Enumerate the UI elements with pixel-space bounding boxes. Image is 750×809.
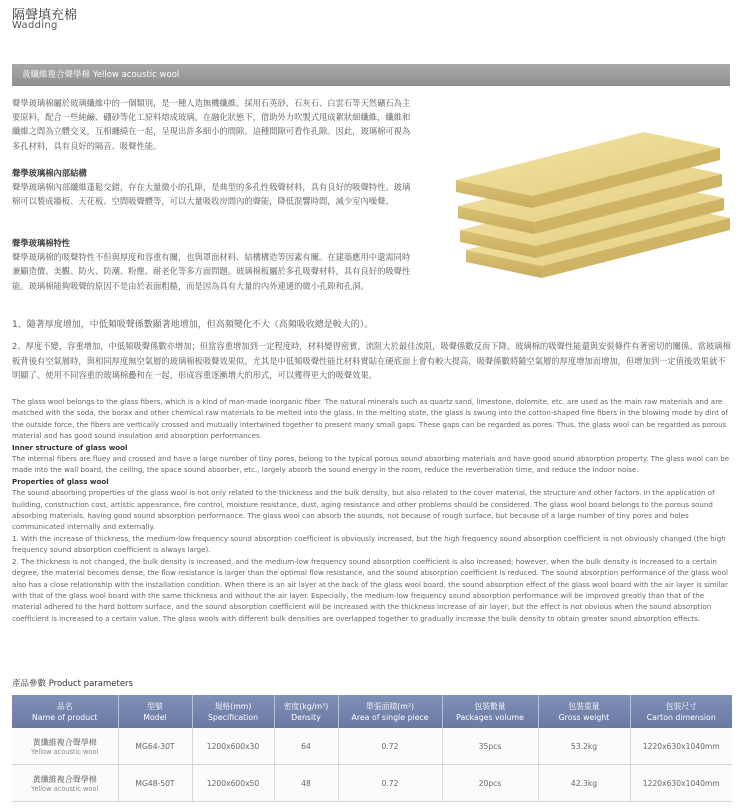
cell-model: MG64-30T bbox=[118, 728, 192, 765]
en-point-2: 2. The thickness is not changed, the bulk density is increased, and the medium-low frequency sound absorption coefficient is also increased; however, when the bulk density is increased to a certain degree, the material becomes dense, the flow resistance is larger than the optimal flow resistance, and the sound absorption coefficient is reduced. The sound absorption performance of the glass wool also has a close relationship with the installation condition. When there is an air layer at the back of the glass wool board, the sound absorption effect of the glass wool board with the air layer is similar with that of the glass wool board with the same thickness and without the air layer. Especially, the medium-low frequency sound absorption performance will be improved greatly than that of the material adhered to the hard bottom surface, and the sound absorption coefficient will be increased with the thickness increase of air layer, but the effect is not obvious when the sound absorption coefficient is increased to a certain value. The glass wools with different bulk densities are overlapped together to gradually increase the bulk density to obtain greater sound absorption effects. bbox=[12, 556, 728, 623]
header-weight: 包裝重量 Gross weight bbox=[538, 695, 630, 728]
cell-spec: 1200x600x50 bbox=[192, 765, 274, 802]
en-description bbox=[12, 396, 732, 624]
cell-weight: 42.3kg bbox=[538, 765, 630, 802]
page-title: 隔聲填充棉 bbox=[12, 8, 78, 23]
zh-structure-heading: 聲學玻璃棉內部結構 bbox=[12, 168, 87, 178]
header-specification: 規格(mm) Specification bbox=[192, 695, 274, 728]
zh-properties-section bbox=[12, 236, 417, 293]
en-point-1: 1. With the increase of thickness, the medium-low frequency sound absorption coefficient is obviously increased, but the high frequency sound absorption coefficient is not obviously changed (the high frequency sound absorption coefficient is always large). bbox=[12, 533, 726, 555]
header-area: 單張面積(m²) Area of single piece bbox=[338, 695, 442, 728]
product-parameters-table bbox=[12, 695, 732, 802]
cell-spec: 1200x600x30 bbox=[192, 728, 274, 765]
cell-carton: 1220x630x1040mm bbox=[630, 728, 732, 765]
cell-model: MG48-50T bbox=[118, 765, 192, 802]
cell-area: 0.72 bbox=[338, 728, 442, 765]
header-carton: 包裝尺寸 Carton dimension bbox=[630, 695, 732, 728]
zh-structure-section bbox=[12, 166, 417, 209]
table-row bbox=[12, 728, 732, 765]
cell-qty: 35pcs bbox=[442, 728, 538, 765]
en-properties-heading: Properties of glass wool bbox=[12, 476, 109, 486]
header-model: 型號 Model bbox=[118, 695, 192, 728]
params-title: 產品參數 Product parameters bbox=[12, 679, 133, 689]
en-properties-paragraph: The sound absorbing properties of the glass wool is not only related to the thickness and the bulk density, but also related to the cover material, the structure and other factors. In the application of building, construction cost, artistic appearance, fire control, moisture resistance, dust, aging resistance and other problems should be considered. The glass wool board belongs to the porous sound absorbing materials, having good sound absorption performance. The glass wool can absorb the sounds, not because of rough surface, but because of a large number of tiny pores and holes communicated internally and externally. bbox=[12, 488, 715, 532]
zh-intro-paragraph: 聲學玻璃棉屬於玻璃纖維中的一個類別，是一種人造無機纖維。採用石英砂、石灰石、白雲石等天然礦石為主要原料，配合一些純鹼、硼砂等化工原料熔成玻璃。在融化狀態下，借助外力吹製式甩成絮狀細纖維，纖維和纖維之間為立體交叉，互相纏繞在一起，呈現出許多細小的間隙。這種間隙可看作孔隙。因此，玻璃棉可視為多孔材料，具有良好的隔音、吸聲性能。 bbox=[12, 98, 411, 151]
zh-structure-paragraph: 聲學玻璃棉內部纖維蓬鬆交錯，存在大量微小的孔隙，是典型的多孔性吸聲材料，具有良好的吸聲特性。玻璃棉可以製成牆板、天花板、空間吸聲體等，可以大量吸收房間內的聲能，降低混響時間，減少室內噪聲。 bbox=[12, 182, 411, 207]
cell-qty: 20pcs bbox=[442, 765, 538, 802]
zh-intro-section bbox=[12, 96, 417, 153]
cell-density: 64 bbox=[274, 728, 338, 765]
cell-name: 黃纖維複合聲學棉 Yellow acoustic wool bbox=[12, 765, 118, 802]
section-header-bar: 黃纖維複合聲學棉 Yellow acoustic wool bbox=[12, 64, 730, 86]
header-name: 品名 Name of product bbox=[12, 695, 118, 728]
header-density: 密度(kg/m³) Density bbox=[274, 695, 338, 728]
cell-name: 黃纖維複合聲學棉 Yellow acoustic wool bbox=[12, 728, 118, 765]
header-packages: 包裝數量 Packages volume bbox=[442, 695, 538, 728]
en-intro-paragraph: The glass wool belongs to the glass fibers, which is a kind of man-made inorganic fiber. The natural minerals such as quartz sand, limestone, dolomite, etc. are used as the main raw materials and are matched with the soda, the borax and other chemical raw materials to be melted into the glass. In the melting state, the glass is swung into the cotton-shaped fine fibers in the blowing mode by dint of the outside force, the fibers are vertically crossed and mutually intertwined together to present many small gaps. These gaps can be regarded as pores. Thus, the glass wool can be regarded as porous material and has good sound insulation and absorption performances. bbox=[12, 397, 728, 441]
cell-area: 0.72 bbox=[338, 765, 442, 802]
zh-point-2: 2、厚度不變，容重增加，中低頻吸聲係數亦增加；但當容重增加到一定程度時，材料變得密實，流阻大於最佳流阻，吸聲係數反而下降。玻璃棉的吸聲性能還與安裝條件有著密切的關係。當玻璃棉板背後有空氣層時，與相同厚度無空氣層的玻璃棉板吸聲效果似。尤其是中低頻吸聲性能比材料實貼在硬底面上會有較大提高，吸聲係數將隨空氣層的厚度增加而增加，但增加到一定值後效果就不明顯了。使用不同容重的玻璃棉疊和在一起，形成容重逐漸增大的形式，可以獲得更大的吸聲效果。 bbox=[12, 341, 731, 380]
zh-properties-paragraph: 聲學玻璃棉的吸聲特性不但與厚度和容重有關，也與罩面材料、結構構造等因素有關。在建築應用中還需同時兼顧造價、美觀、防火、防潮、粉塵、耐老化等多方面問題。玻璃棉板屬於多孔吸聲材料，具有良好的吸聲性能。玻璃棉能夠吸聲的原因不是由於表面粗糙，而是因為具有大量的內外連通的微小孔隙和孔洞。 bbox=[12, 252, 411, 291]
table-header-row bbox=[12, 695, 732, 728]
glass-wool-boards-photo bbox=[456, 128, 730, 294]
table-row bbox=[12, 765, 732, 802]
cell-carton: 1220x630x1040mm bbox=[630, 765, 732, 802]
en-structure-paragraph: The internal fibers are fluey and crossed and have a large number of tiny pores, belong to the typical porous sound absorbing materials and have good sound absorption property. The glass wool can be made into the wall board, the ceiling, the space sound absorber, etc., largely absorb the sound energy in the room, reduce the reverberation time, and reduce the indoor noise. bbox=[12, 454, 730, 475]
cell-weight: 53.2kg bbox=[538, 728, 630, 765]
page-subtitle: Wadding bbox=[12, 20, 58, 31]
cell-density: 48 bbox=[274, 765, 338, 802]
zh-point-1: 1、隨著厚度增加，中低頻吸聲係數顯著地增加，但高頻變化不大（高頻吸收總是較大的）。 bbox=[12, 320, 374, 330]
en-structure-heading: Inner structure of glass wool bbox=[12, 442, 128, 452]
zh-properties-heading: 聲學玻璃棉特性 bbox=[12, 238, 71, 248]
